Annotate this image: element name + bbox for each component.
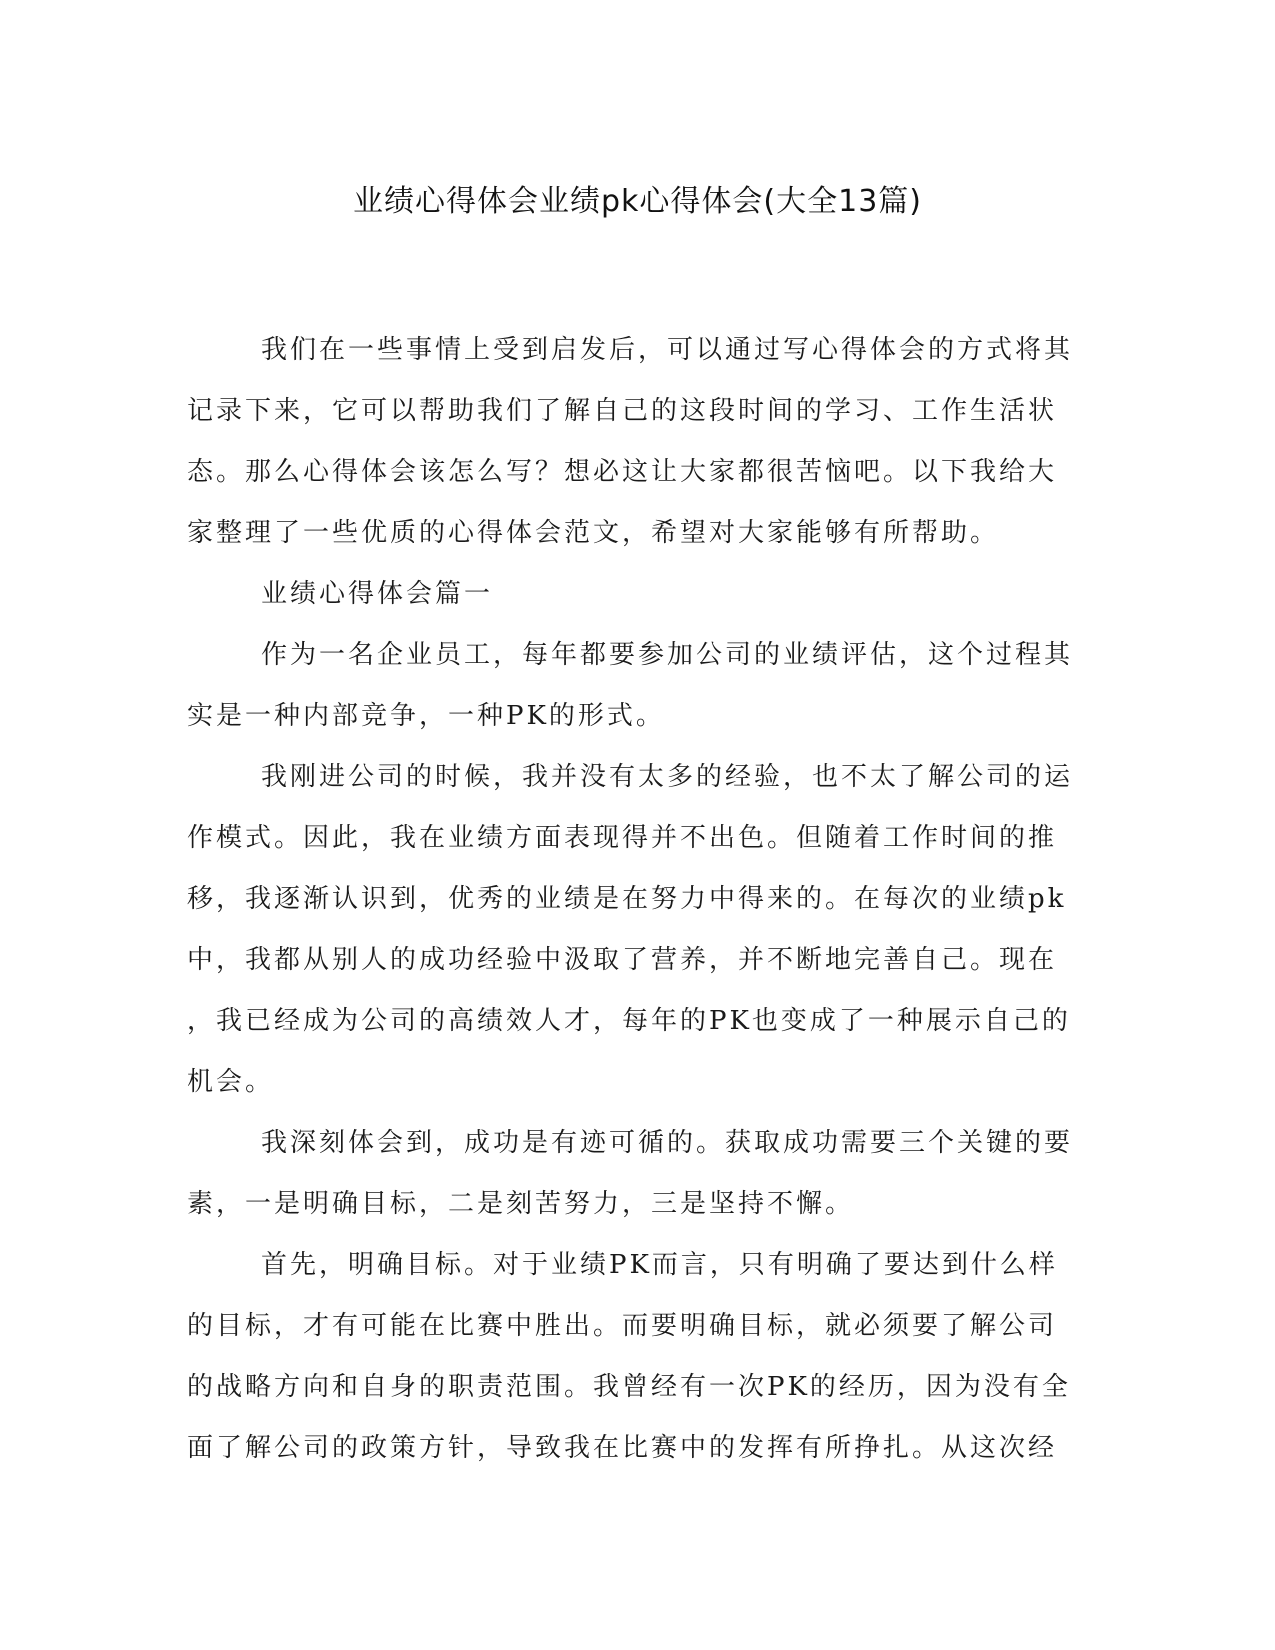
paragraph	[187, 625, 1074, 747]
text-line: 面了解公司的政策方针，导致我在比赛中的发挥有所挣扎。从这次经	[187, 1433, 1058, 1463]
text-line: 作模式。因此，我在业绩方面表现得并不出色。但随着工作时间的推	[187, 823, 1058, 853]
text-line: 作为一名企业员工，每年都要参加公司的业绩评估，这个过程其	[261, 640, 1074, 670]
text-line: 中，我都从别人的成功经验中汲取了营养，并不断地完善自己。现在	[187, 945, 1058, 975]
text-line: 我深刻体会到，成功是有迹可循的。获取成功需要三个关键的要	[261, 1128, 1074, 1158]
text-line: 的战略方向和自身的职责范围。我曾经有一次PK的经历，因为没有全	[187, 1372, 1071, 1402]
text-line: 我刚进公司的时候，我并没有太多的经验，也不太了解公司的运	[261, 762, 1074, 792]
paragraph	[187, 1235, 1071, 1479]
text-line: 移，我逐渐认识到，优秀的业绩是在努力中得来的。在每次的业绩pk	[187, 884, 1067, 914]
text-line: 家整理了一些优质的心得体会范文，希望对大家能够有所帮助。	[187, 518, 1000, 548]
paragraph	[187, 1113, 1074, 1235]
document-body	[187, 320, 1074, 1479]
text-line: 的目标，才有可能在比赛中胜出。而要明确目标，就必须要了解公司	[187, 1311, 1058, 1341]
text-line: 实是一种内部竞争，一种PK的形式。	[187, 701, 665, 731]
paragraph-intro	[187, 320, 1074, 564]
text-line: 业绩心得体会篇一	[261, 579, 494, 609]
text-line: 机会。	[187, 1067, 275, 1097]
paragraph	[187, 747, 1074, 1113]
text-line: 首先，明确目标。对于业绩PK而言，只有明确了要达到什么样	[261, 1250, 1058, 1280]
text-line: 我们在一些事情上受到启发后，可以通过写心得体会的方式将其	[261, 335, 1074, 365]
text-line: ，我已经成为公司的高绩效人才，每年的PK也变成了一种展示自己的	[187, 1006, 1071, 1036]
text-line: 态。那么心得体会该怎么写？想必这让大家都很苦恼吧。以下我给大	[187, 457, 1058, 487]
section-heading	[187, 564, 1067, 625]
text-line: 记录下来，它可以帮助我们了解自己的这段时间的学习、工作生活状	[187, 396, 1058, 426]
text-line: 素，一是明确目标，二是刻苦努力，三是坚持不懈。	[187, 1189, 855, 1219]
document-title: 业绩心得体会业绩pk心得体会(大全13篇)	[353, 184, 922, 219]
